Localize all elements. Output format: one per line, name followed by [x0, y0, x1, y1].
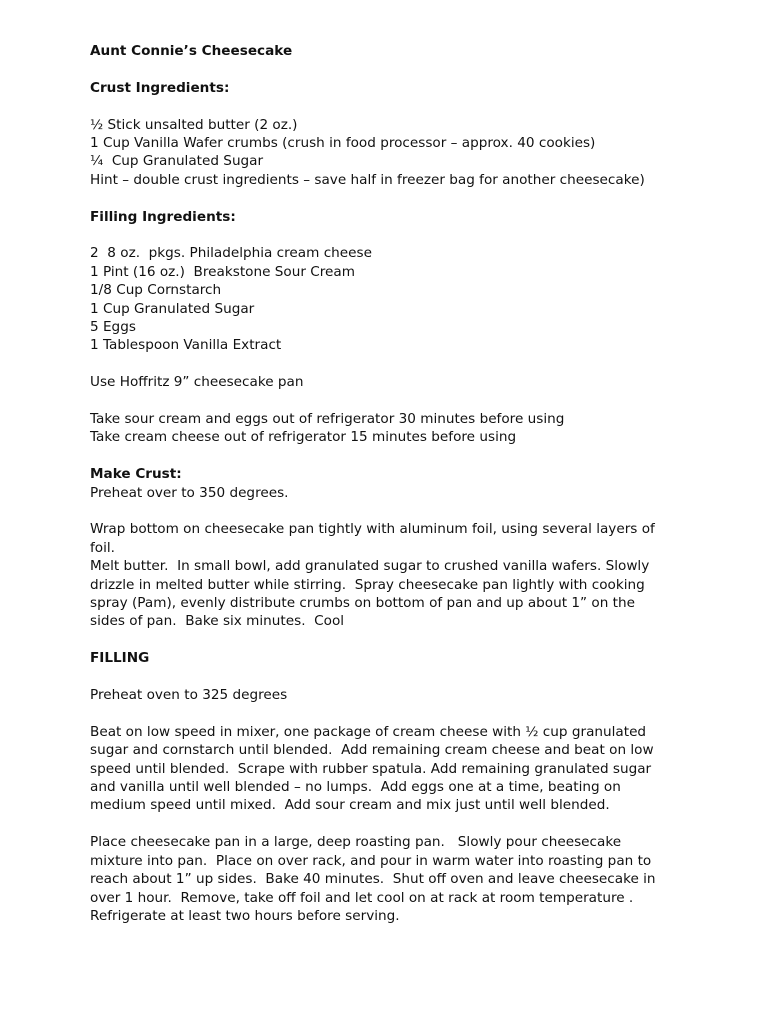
pan-note: Use Hoffritz 9” cheesecake pan — [90, 374, 304, 391]
filling-ingredient-item: 1 Pint (16 oz.) Breakstone Sour Cream — [90, 263, 355, 280]
spacer — [90, 392, 690, 410]
spacer — [90, 355, 690, 373]
filling-ingredients-heading: Filling Ingredients: — [90, 208, 236, 225]
filling-preheat-text: Preheat oven to 325 degrees — [90, 687, 288, 704]
filling-bake-text-line: mixture into pan. Place on over rack, and pour in warm water into roasting pan to — [90, 852, 652, 869]
crust-ingredient-item: ½ Stick unsalted butter (2 oz.) — [90, 116, 298, 133]
spacer — [90, 502, 690, 520]
crust-ingredient-hint: Hint – double crust ingredients – save half in freezer bag for another cheesecake) — [90, 171, 645, 188]
filling-beat-text-line: Beat on low speed in mixer, one package of cream cheese with ½ cup granulated — [90, 723, 647, 740]
spacer — [90, 226, 690, 244]
filling-beat-text-line: sugar and cornstarch until blended. Add remaining cream cheese and beat on low — [90, 742, 654, 759]
filling-ingredient-item: 5 Eggs — [90, 319, 136, 336]
crust-ingredient-item: ¼ Cup Granulated Sugar — [90, 153, 264, 170]
filling-bake-text-line: Place cheesecake pan in a large, deep roasting pan. Slowly pour cheesecake — [90, 834, 622, 851]
spacer — [90, 97, 690, 115]
filling-beat-text-line: medium speed until mixed. Add sour cream and mix just until well blended. — [90, 797, 610, 814]
filling-ingredient-item: 2 8 oz. pkgs. Philadelphia cream cheese — [90, 245, 372, 262]
crust-wrap-text-line: Wrap bottom on cheesecake pan tightly with aluminum foil, using several layers of — [90, 521, 655, 538]
filling-ingredient-item: 1/8 Cup Cornstarch — [90, 282, 222, 299]
crust-melt-text-line: drizzle in melted butter while stirring. Spray cheesecake pan lightly with cooking — [90, 576, 645, 593]
prep-note: Take sour cream and eggs out of refrigerator 30 minutes before using — [90, 411, 565, 428]
filling-heading: FILLING — [90, 650, 150, 667]
make-crust-heading: Make Crust: — [90, 466, 182, 483]
spacer — [90, 631, 690, 649]
crust-melt-text-line: sides of pan. Bake six minutes. Cool — [90, 613, 345, 630]
crust-melt-text-line: spray (Pam), evenly distribute crumbs on bottom of pan and up about 1” on the — [90, 595, 635, 612]
filling-beat-text-line: speed until blended. Scrape with rubber spatula. Add remaining granulated sugar — [90, 760, 652, 777]
crust-preheat-text: Preheat over to 350 degrees. — [90, 484, 289, 501]
spacer — [90, 447, 690, 465]
spacer — [90, 815, 690, 833]
filling-ingredient-item: 1 Tablespoon Vanilla Extract — [90, 337, 282, 354]
crust-ingredients-heading: Crust Ingredients: — [90, 79, 230, 96]
filling-beat-text-line: and vanilla until well blended – no lumps. Add eggs one at a time, beating on — [90, 779, 621, 796]
spacer — [90, 704, 690, 722]
prep-note: Take cream cheese out of refrigerator 15 minutes before using — [90, 429, 517, 446]
filling-bake-text-line: over 1 hour. Remove, take off foil and let cool on at rack at room temperature . — [90, 889, 634, 906]
filling-bake-text-line: Refrigerate at least two hours before serving. — [90, 907, 400, 924]
filling-bake-text-line: reach about 1” up sides. Bake 40 minutes. Shut off oven and leave cheesecake in — [90, 871, 656, 888]
recipe-document — [90, 42, 690, 925]
crust-wrap-text-line: foil. — [90, 539, 115, 556]
spacer — [90, 668, 690, 686]
recipe-title: Aunt Connie’s Cheesecake — [90, 43, 293, 59]
crust-ingredient-item: 1 Cup Vanilla Wafer crumbs (crush in food processor – approx. 40 cookies) — [90, 135, 596, 151]
crust-melt-text-line: Melt butter. In small bowl, add granulated sugar to crushed vanilla wafers. Slowly — [90, 558, 650, 575]
spacer — [90, 60, 690, 78]
filling-ingredient-item: 1 Cup Granulated Sugar — [90, 300, 255, 317]
spacer — [90, 189, 690, 207]
